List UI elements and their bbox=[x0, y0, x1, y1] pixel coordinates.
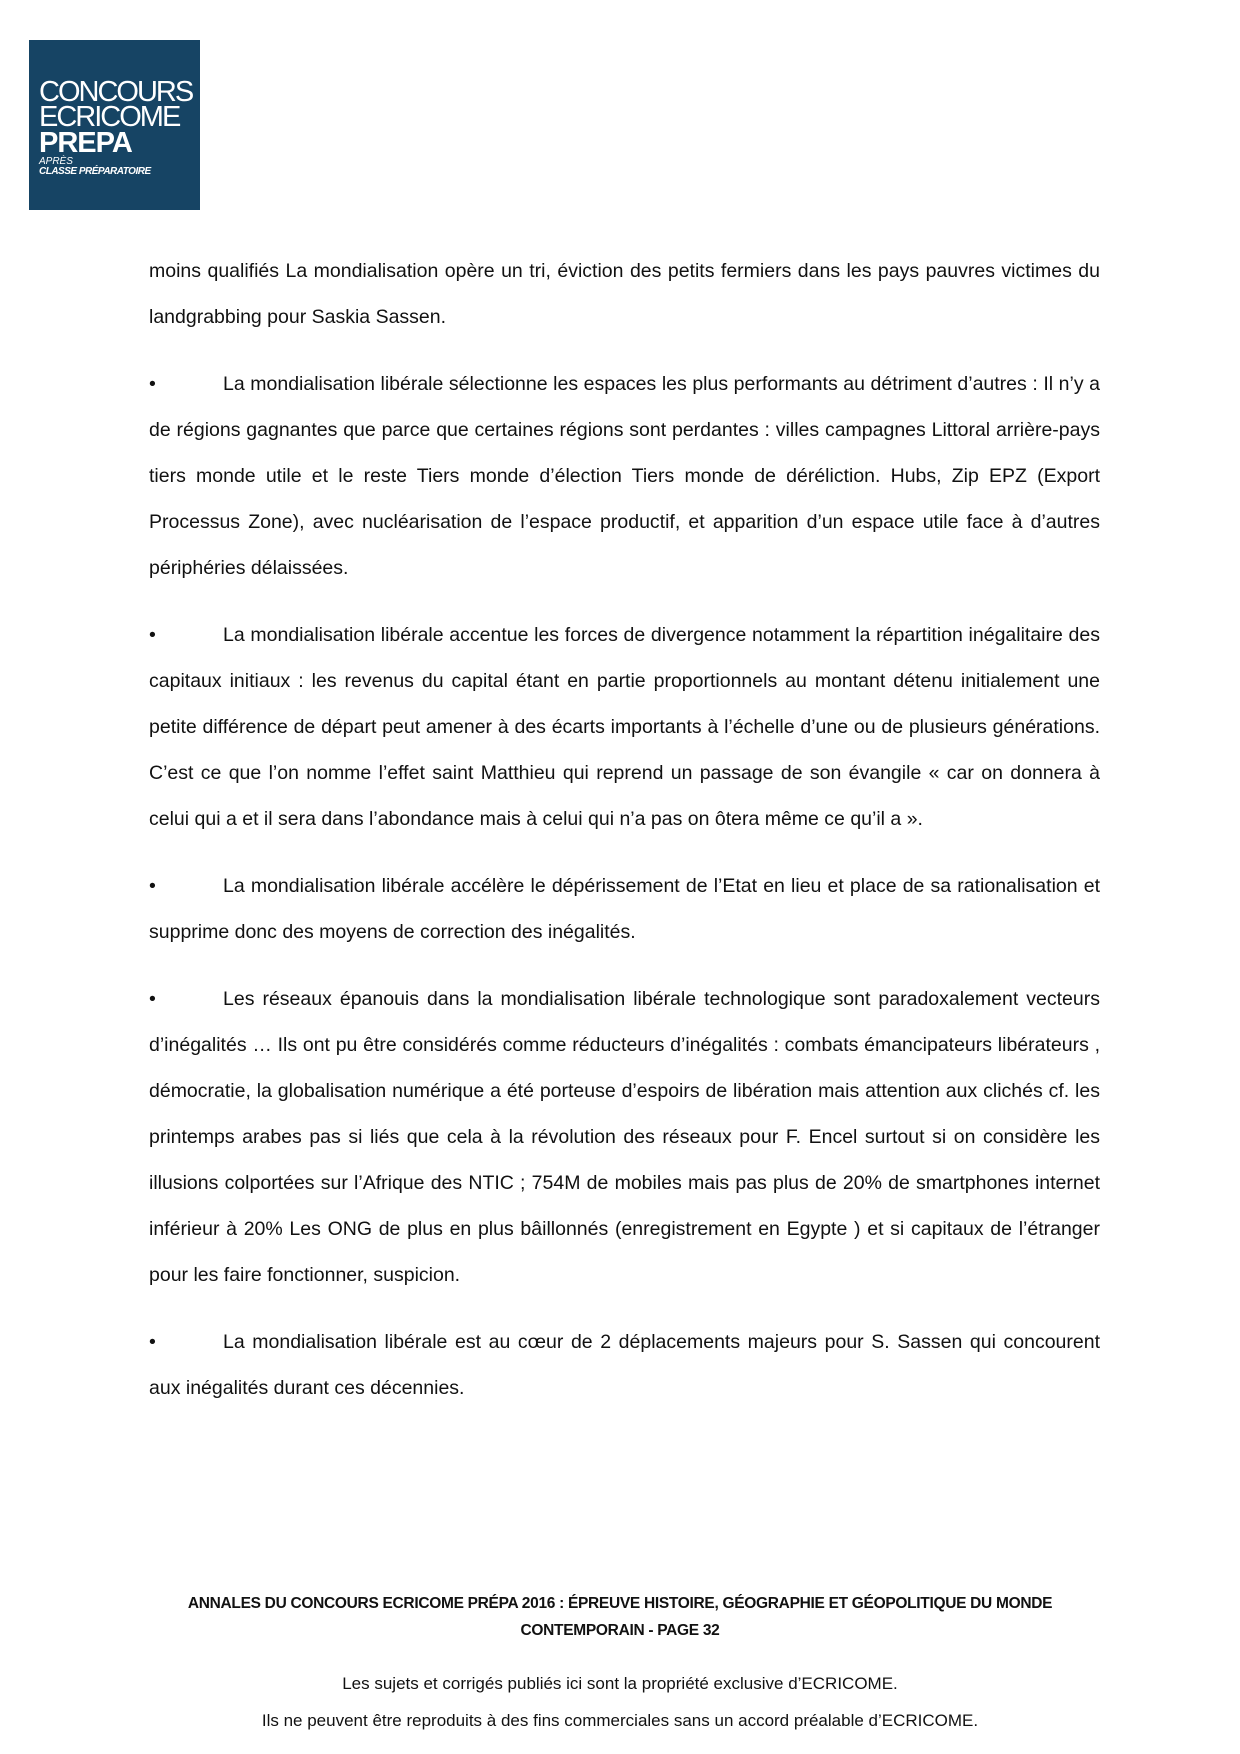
logo-text: APRÈS bbox=[39, 156, 73, 167]
bullet-text: La mondialisation libérale sélectionne les espaces les plus performants au détriment d’autres : Il n’y a de régions gagnantes que parce que certaines régions sont perdantes : villes campagnes Littoral arrière-pays tiers monde utile et le reste Tiers monde d’élection Tiers monde de déréliction. Hubs, Zip EPZ (Export Processus Zone), avec nucléarisation de l’espace productif, et apparition d’un espace utile face à d’autres périphéries délaissées. bbox=[149, 373, 1100, 579]
footer-title-line: ANNALES DU CONCOURS ECRICOME PRÉPA 2016 : ÉPREUVE HISTOIRE, GÉOGRAPHIE ET GÉOPOLITIQUE DU MONDE bbox=[187, 1595, 1053, 1612]
bullet-item bbox=[149, 863, 1100, 955]
bullet-icon: • bbox=[149, 1331, 156, 1353]
footer-note-line: Les sujets et corrigés publiés ici sont la propriété exclusive d’ECRICOME. bbox=[342, 1674, 898, 1693]
logo-text: ECRICOME bbox=[39, 101, 180, 133]
bullet-icon: • bbox=[149, 373, 156, 395]
logo-text: PREPA bbox=[39, 127, 132, 159]
bullet-text: La mondialisation libérale est au cœur de 2 déplacements majeurs pour S. Sassen qui concourent aux inégalités durant ces décennies. bbox=[149, 1331, 1100, 1399]
footer-title bbox=[0, 1590, 1240, 1644]
bullet-text: La mondialisation libérale accentue les forces de divergence notamment la répartition inégalitaire des capitaux initiaux : les revenus du capital étant en partie proportionnels au montant détenu initialement une petite différence de départ peut amener à des écarts importants à l’échelle d’une ou de plusieurs générations. C’est ce que l’on nomme l’effet saint Matthieu qui reprend un passage de son évangile « car on donnera à celui qui a et il sera dans l’abondance mais à celui qui n’a pas on ôtera même ce qu’il a ». bbox=[149, 624, 1100, 830]
bullet-item bbox=[149, 612, 1100, 842]
paragraph: moins qualifiés La mondialisation opère un tri, éviction des petits fermiers dans les pays pauvres victimes du landgrabbing pour Saskia Sassen. bbox=[149, 260, 1100, 328]
bullet-text: Les réseaux épanouis dans la mondialisation libérale technologique sont paradoxalement vecteurs d’inégalités … Ils ont pu être considérés comme réducteurs d’inégalités : combats émancipateurs libérateurs , démocratie, la globalisation numérique a été porteuse d’espoirs de libération mais attention aux clichés cf. les printemps arabes pas si liés que cela à la révolution des réseaux pour F. Encel surtout si on considère les illusions colportées sur l’Afrique des NTIC ; 754M de mobiles mais pas plus de 20% de smartphones internet inférieur à 20% Les ONG de plus en plus bâillonnés (enregistrement en Egypte ) et si capitaux de l’étranger pour les faire fonctionner, suspicion. bbox=[149, 988, 1100, 1286]
footer-copyright bbox=[0, 1665, 1240, 1739]
logo-text: CONCOURS bbox=[39, 76, 193, 108]
document-body bbox=[149, 248, 1100, 1432]
logo-text: CLASSE PRÉPARATOIRE bbox=[39, 166, 151, 177]
bullet-icon: • bbox=[149, 624, 156, 646]
footer-title-line: CONTEMPORAIN - PAGE 32 bbox=[520, 1622, 720, 1639]
bullet-icon: • bbox=[149, 988, 156, 1010]
bullet-item bbox=[149, 361, 1100, 591]
ecricome-logo bbox=[29, 40, 200, 210]
bullet-text: La mondialisation libérale accélère le dépérissement de l’Etat en lieu et place de sa rationalisation et supprime donc des moyens de correction des inégalités. bbox=[149, 875, 1100, 943]
bullet-item bbox=[149, 976, 1100, 1298]
footer-note-line: Ils ne peuvent être reproduits à des fins commerciales sans un accord préalable d’ECRICOME. bbox=[261, 1711, 979, 1730]
bullet-item bbox=[149, 1319, 1100, 1411]
bullet-icon: • bbox=[149, 875, 156, 897]
